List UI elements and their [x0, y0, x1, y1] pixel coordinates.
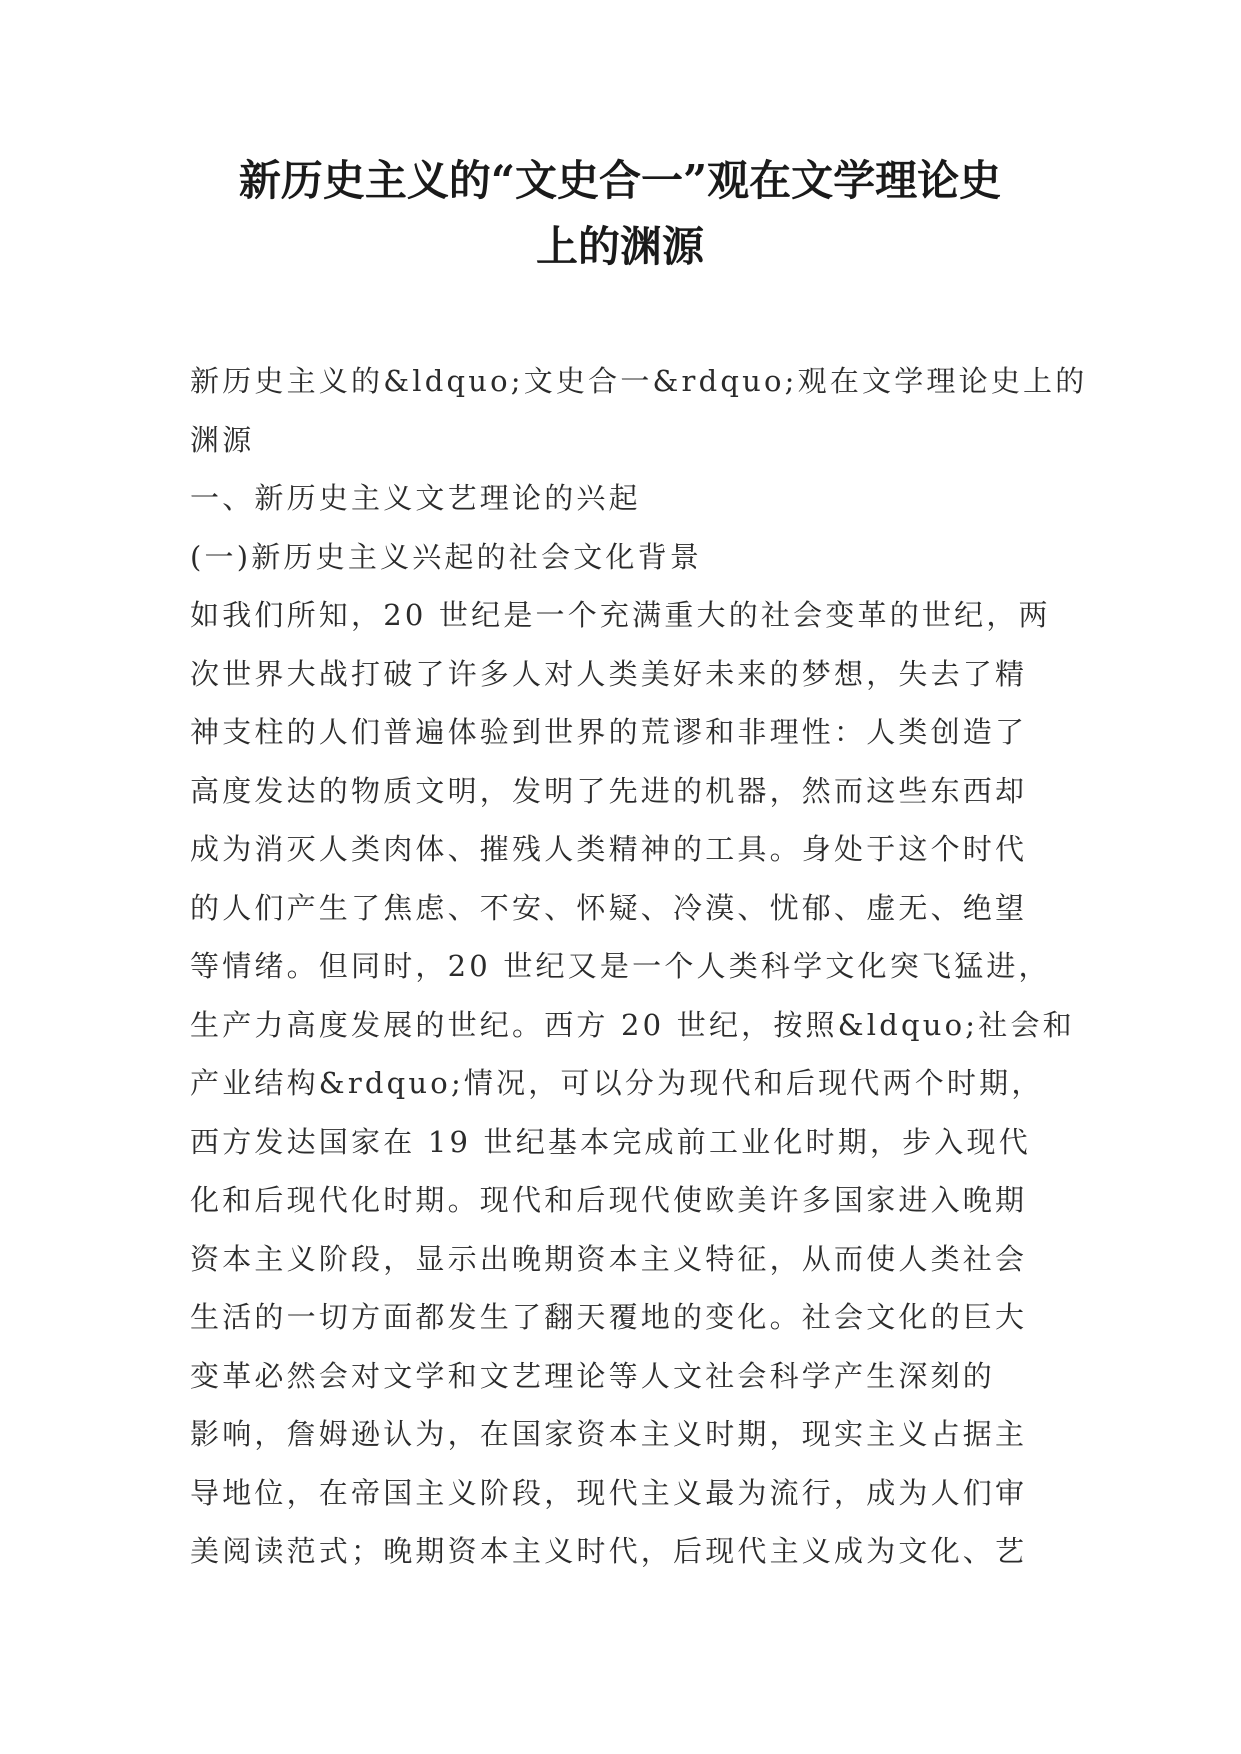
body-line: 等情绪。但同时，20 世纪又是一个人类科学文化突飞猛进，	[190, 949, 1051, 983]
body-line: 西方发达国家在 19 世纪基本完成前工业化时期，步入现代	[190, 1124, 1031, 1159]
body-line: 神支柱的人们普遍体验到世界的荒谬和非理性：人类创造了	[190, 715, 1028, 749]
body-line: 渊源	[190, 422, 255, 457]
body-line: 导地位，在帝国主义阶段，现代主义最为流行，成为人们审	[190, 1475, 1028, 1510]
body-line: 新历史主义的&ldquo;文史合一&rdquo;观在文学理论史上的	[190, 364, 1088, 398]
body-line: 资本主义阶段，显示出晚期资本主义特征，从而使人类社会	[190, 1241, 1028, 1276]
document-body	[190, 352, 1088, 1581]
body-line: 生产力高度发展的世纪。西方 20 世纪，按照&ldquo;社会和	[190, 1007, 1075, 1042]
body-line: 美阅读范式；晚期资本主义时代，后现代主义成为文化、艺	[190, 1534, 1028, 1568]
body-line: 化和后现代化时期。现代和后现代使欧美许多国家进入晚期	[190, 1183, 1028, 1217]
title-line-2: 上的渊源	[535, 222, 704, 271]
body-line: 影响，詹姆逊认为，在国家资本主义时期，现实主义占据主	[190, 1417, 1028, 1451]
section-heading: 一、新历史主义文艺理论的兴起	[190, 481, 641, 515]
body-line: 生活的一切方面都发生了翻天覆地的变化。社会文化的巨大	[190, 1300, 1028, 1334]
body-line: 成为消灭人类肉体、摧残人类精神的工具。身处于这个时代	[190, 832, 1028, 866]
body-line: 次世界大战打破了许多人对人类美好未来的梦想，失去了精	[190, 656, 1028, 691]
body-line: 产业结构&rdquo;情况，可以分为现代和后现代两个时期，	[190, 1066, 1044, 1100]
body-line: 高度发达的物质文明，发明了先进的机器，然而这些东西却	[190, 773, 1028, 808]
body-line: 变革必然会对文学和文艺理论等人文社会科学产生深刻的	[190, 1358, 996, 1393]
body-line: 如我们所知，20 世纪是一个充满重大的社会变革的世纪，两	[190, 598, 1051, 632]
subsection-heading: (一)新历史主义兴起的社会文化背景	[190, 539, 703, 574]
title-line-1: 新历史主义的“文史合一”观在文学理论史	[238, 156, 1002, 205]
body-line: 的人们产生了焦虑、不安、怀疑、冷漠、忧郁、虚无、绝望	[190, 890, 1028, 925]
document-title	[170, 148, 1070, 280]
